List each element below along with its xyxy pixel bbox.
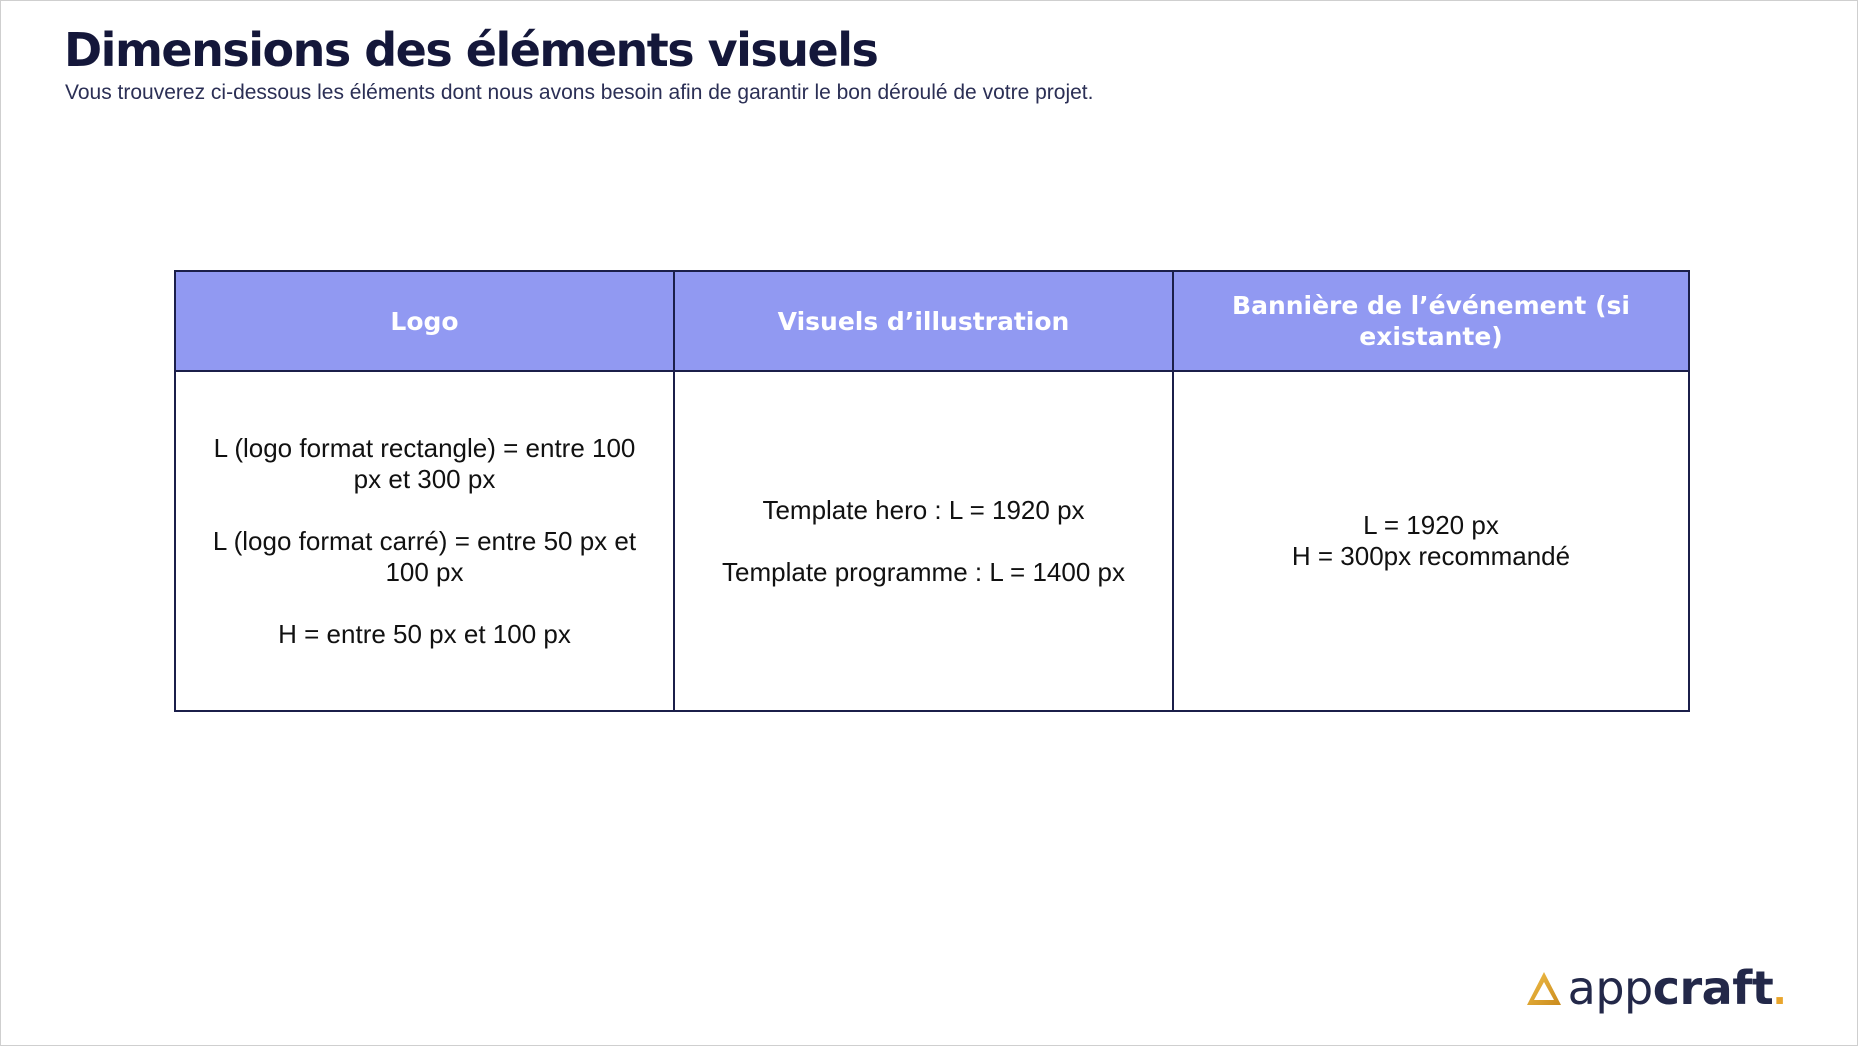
dimensions-table [174, 270, 1690, 712]
appcraft-triangle-icon [1524, 969, 1564, 1009]
logo-height-size: H = entre 50 px et 100 px [278, 618, 571, 649]
brand-name [1568, 963, 1774, 1013]
brand-name-light: app [1567, 961, 1653, 1015]
table-header-row [175, 271, 1689, 371]
table-row [175, 371, 1689, 711]
appcraft-logo [1524, 957, 1786, 1013]
page-title: Dimensions des éléments visuels [64, 23, 878, 77]
cell-banniere [1173, 371, 1689, 711]
brand-dot: . [1773, 962, 1786, 1014]
banniere-width: L = 1920 px [1363, 510, 1499, 540]
header-banniere: Bannière de l’événement (si existante) [1173, 271, 1689, 371]
visuel-programme-size: Template programme : L = 1400 px [722, 556, 1125, 587]
brand-name-bold: craft [1652, 961, 1774, 1015]
logo-rect-size: L (logo format rectangle) = entre 100 px et 300 px [213, 432, 636, 494]
visuel-hero-size: Template hero : L = 1920 px [762, 494, 1085, 525]
banniere-height: H = 300px recommandé [1291, 541, 1571, 571]
logo-square-size: L (logo format carré) = entre 50 px et 100 px [212, 525, 637, 587]
header-visuels: Visuels d’illustration [674, 271, 1173, 371]
header-logo: Logo [175, 271, 674, 371]
cell-logo [175, 371, 674, 711]
cell-visuels [674, 371, 1173, 711]
page-subtitle: Vous trouverez ci-dessous les éléments dont nous avons besoin afin de garantir le bon déroulé de votre projet. [65, 81, 1094, 104]
